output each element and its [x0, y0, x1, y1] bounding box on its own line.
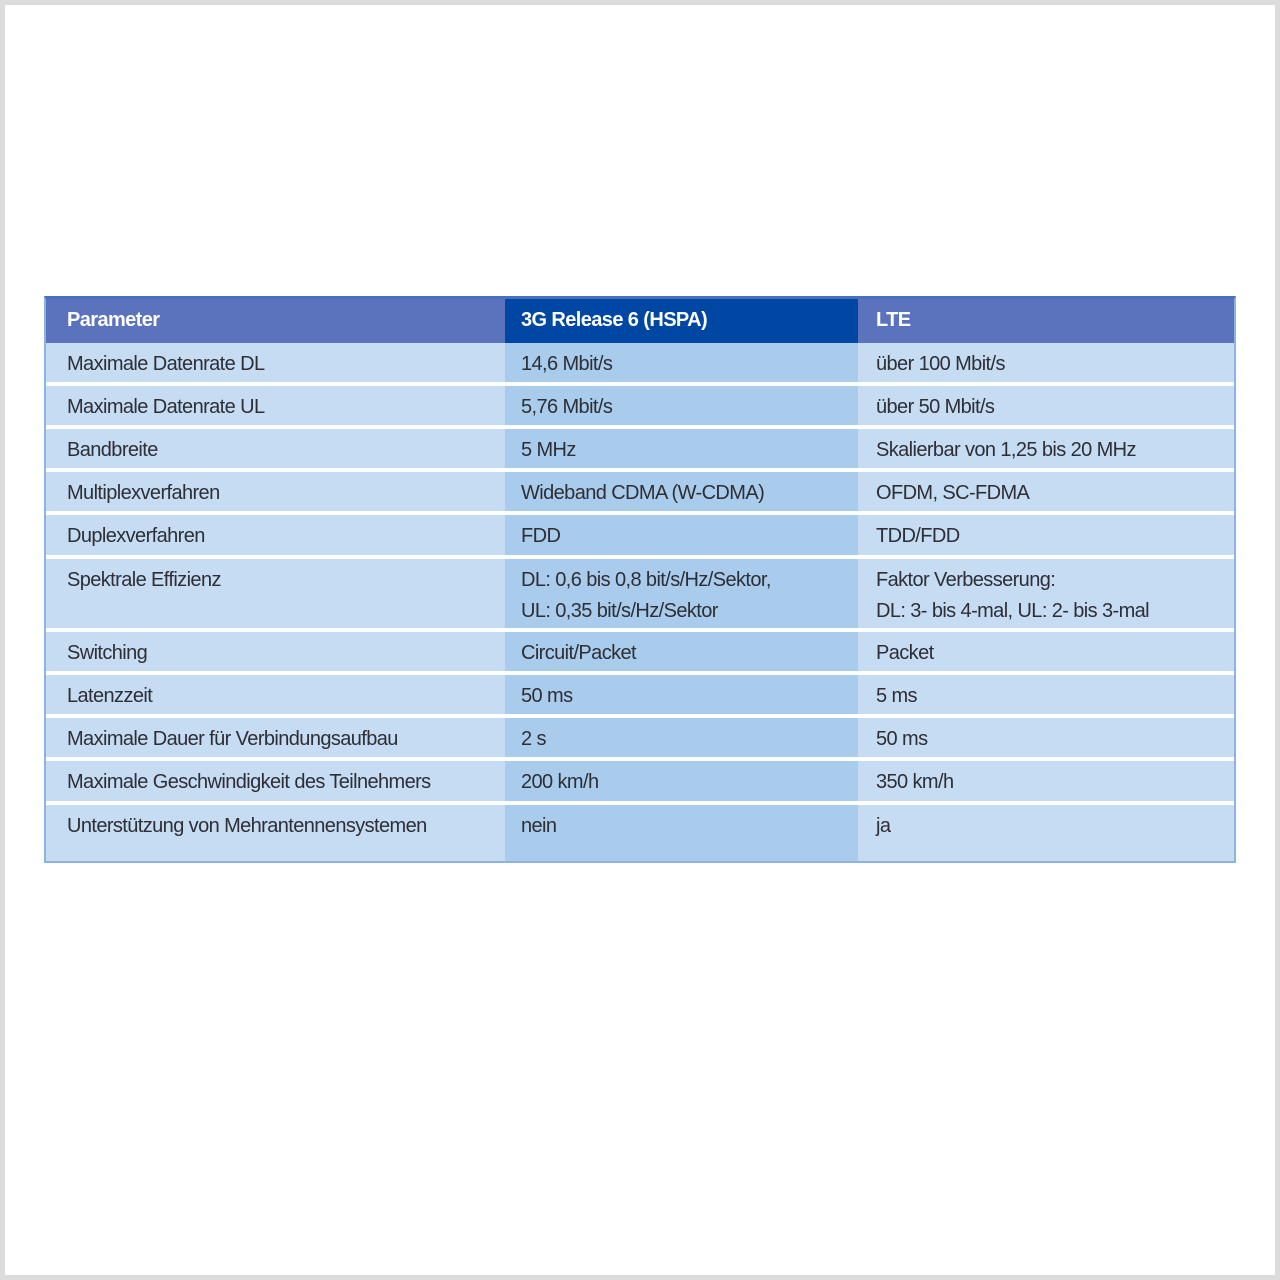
hspa-cell: nein: [521, 815, 557, 837]
parameter-cell: Maximale Datenrate UL: [67, 396, 265, 418]
hspa-cell: 14,6 Mbit/s: [521, 353, 613, 375]
hspa-cell: FDD: [521, 525, 561, 547]
lte-cell-line: DL: 3- bis 4-mal, UL: 2- bis 3-mal: [876, 600, 1150, 622]
hspa-cell: 50 ms: [521, 685, 573, 707]
lte-cell: [858, 559, 1234, 628]
lte-cell: Packet: [876, 642, 934, 664]
parameter-cell: Maximale Dauer für Verbindungsaufbau: [67, 728, 398, 750]
lte-cell: über 50 Mbit/s: [876, 396, 995, 418]
lte-cell: TDD/FDD: [876, 525, 960, 547]
table-row: [46, 429, 1234, 472]
lte-cell-line: Faktor Verbesserung:: [876, 569, 1056, 591]
table-row: [46, 386, 1234, 429]
hspa-cell: Wideband CDMA (W-CDMA): [521, 482, 765, 504]
lte-cell: OFDM, SC-FDMA: [876, 482, 1030, 504]
parameter-cell: Multiplexverfahren: [67, 482, 220, 504]
table-row: [46, 559, 1234, 632]
lte-cell: 50 ms: [876, 728, 928, 750]
lte-cell: Skalierbar von 1,25 bis 20 MHz: [876, 439, 1136, 461]
lte-cell: über 100 Mbit/s: [876, 353, 1005, 375]
table-header-row: [46, 299, 1234, 343]
table-row: [46, 675, 1234, 718]
lte-cell: 5 ms: [876, 685, 917, 707]
table-row: [46, 632, 1234, 675]
comparison-table: [44, 296, 1236, 863]
header-cell-lte: LTE: [876, 309, 911, 331]
hspa-cell-line: UL: 0,35 bit/s/Hz/Sektor: [521, 600, 718, 622]
hspa-cell: 2 s: [521, 728, 546, 750]
hspa-cell: 200 km/h: [521, 771, 599, 793]
table-row: [46, 805, 1234, 863]
hspa-cell: 5,76 Mbit/s: [521, 396, 613, 418]
lte-cell: 350 km/h: [876, 771, 954, 793]
hspa-cell-line: DL: 0,6 bis 0,8 bit/s/Hz/Sektor,: [521, 569, 771, 591]
table-row: [46, 515, 1234, 559]
table-row: [46, 718, 1234, 761]
parameter-cell: Unterstützung von Mehrantennensystemen: [67, 815, 427, 837]
lte-cell: ja: [876, 815, 891, 837]
hspa-cell: [505, 559, 858, 628]
parameter-cell: Duplexverfahren: [67, 525, 205, 547]
parameter-cell: Switching: [67, 642, 148, 664]
table-row: [46, 761, 1234, 805]
parameter-cell: Latenzzeit: [67, 685, 153, 707]
hspa-cell: Circuit/Packet: [521, 642, 636, 664]
header-cell-parameter: Parameter: [67, 309, 160, 331]
table-row: [46, 343, 1234, 386]
parameter-cell: Maximale Geschwindigkeit des Teilnehmers: [67, 771, 431, 793]
header-cell-hspa: 3G Release 6 (HSPA): [505, 299, 858, 343]
parameter-cell: Maximale Datenrate DL: [67, 353, 265, 375]
parameter-cell: Bandbreite: [67, 439, 158, 461]
table-row: [46, 472, 1234, 515]
hspa-cell: 5 MHz: [521, 439, 576, 461]
parameter-cell: Spektrale Effizienz: [67, 569, 221, 591]
